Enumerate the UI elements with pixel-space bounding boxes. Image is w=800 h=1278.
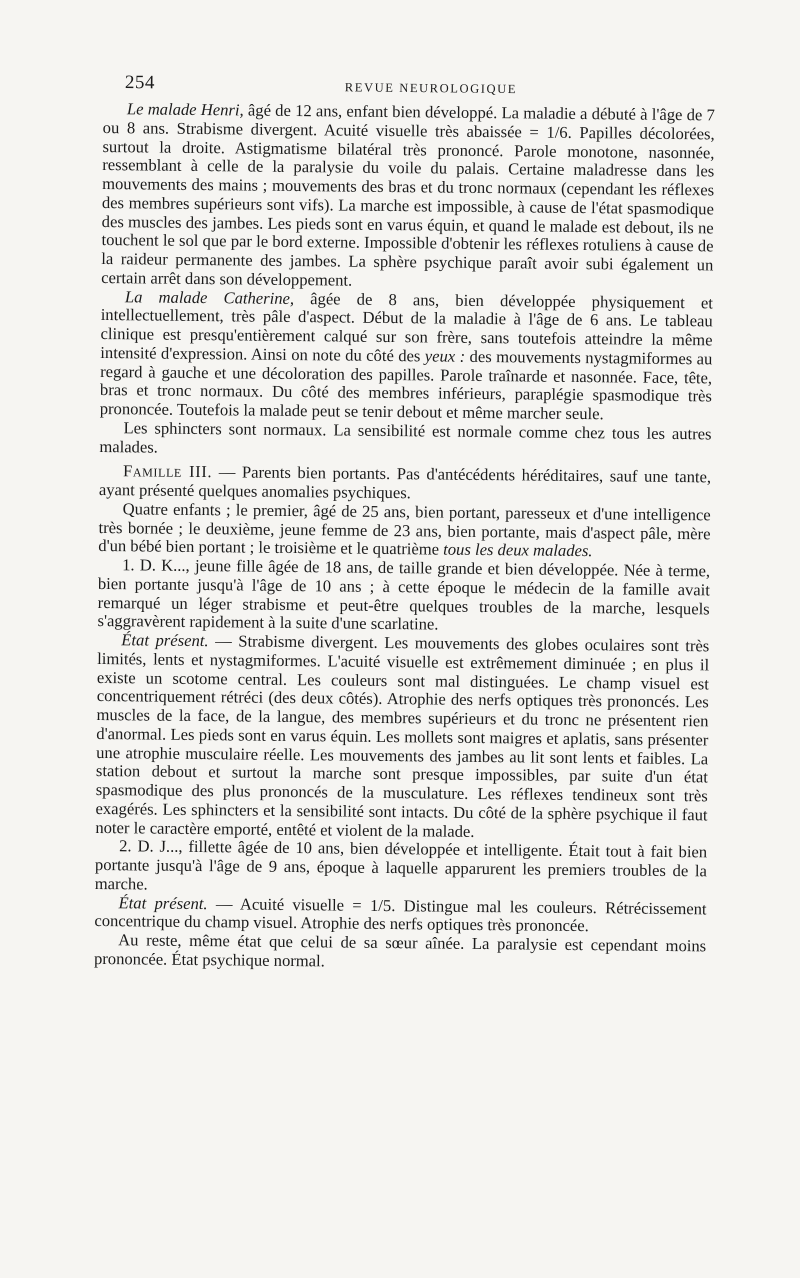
paragraph-text: — Strabisme divergent. Les mouvements des globes oculaires sont très limités, lents et nystagmiformes. L'acuité visuelle est extrêmement diminuée ; en plus il existe un scotome central. Les couleurs sont mal distinguées. Le champ visuel est concentriquement rétréci (des deux côtés). Atrophie des nerfs optiques très prononcés. Les muscles de la face, de la langue, des membres supérieurs et du tronc ne présentent rien d'anormal. Les pieds sont en varus équin. Les mollets sont maigres et aplatis, sans présenter une atrophie musculaire réelle. Les mouvements des jambes au lit sont lents et faibles. La station debout et surtout la marche sont presque impossibles, par suite d'un état spasmodique des plus prononcés de la musculature. Les réflexes tendineux sont très exagérés. Les sphincters et la sensibilité sont intacts. Du côté de la sphère psychique il faut noter le caractère emporté, entêté et violent de la malade. [95,631,710,841]
running-title: REVUE NEUROLOGIQUE [344,80,518,97]
patient-name-catherine: La malade Catherine, [124,286,295,308]
page-header [125,72,715,102]
paragraph-au-reste [94,931,706,975]
paragraph-text: Au reste, même état que celui de sa sœur aînée. La paralysie est cependant moins prononcée. État psychique normal. [93,930,707,971]
italic-term: yeux : [424,346,466,366]
paragraph-catherine [100,287,713,425]
paragraph-text: des mouvements nystagmiformes au regard à gauche et une décoloration des papilles. Parole traînarde et nasonnée. Face, tête, bras et tronc normaux. Du côté des membres inférieurs, paraplégie spasmodique très prononcée. Toutefois la malade peut se tenir debout et même marcher seule. [99,346,713,424]
paragraph-henri [101,100,715,294]
body-text [94,100,715,975]
paragraph-dj [95,837,708,900]
paragraph-text: âgée de 8 ans, bien développée physiquement et intellectuellement, très pâle d'aspect. Début de la maladie à l'âge de 6 ans. Le tableau clinique est presqu'entièrement calqué sur son frère, sans toutefois atteindre la même intensité d'expression. Ainsi on note du côté des [100,288,714,366]
paragraph-text: — Acuité visuelle = 1/5. Distingue mal les couleurs. Rétrécissement concentrique du champ visuel. Atrophie des nerfs optiques très prononcée. [94,893,707,936]
page-number: 254 [124,72,155,94]
subheading-etat-present: État présent. [118,892,208,913]
paragraph-text: âgé de 12 ans, enfant bien développé. La maladie a débuté à l'âge de 7 ou 8 ans. Strabisme divergent. Acuité visuelle très abaissée = 1/6. Papilles décolorées, surtout la droite. Astigmatisme bilatéral très prononcé. Parole monotone, nasonnée, ressemblant à celle de la paralysie du voile du palais. Certaine maladresse dans les mouvements des mains ; mouvements des bras et du tronc normaux (cependant les réflexes des membres supérieurs sont vifs). La marche est impossible, à cause de l'état spasmodique des muscles des jambes. Les pieds sont en varus équin, et quand le malade est debout, ils ne touchent le sol que par le bord externe. Impossible d'obtenir les réflexes rotuliens à cause de la raideur permanente des jambes. La sphère psychique paraît avoir subi également un certain arrêt dans son développement. [101,100,715,290]
section-heading-famille: Famille III. [123,461,213,482]
paragraph-quatre-enfants [98,500,711,563]
paragraph-text: 1. D. K..., jeune fille âgée de 18 ans, de taille grande et bien développée. Née à terme, bien portante jusqu'à l'âge de 10 ans ; à cette époque le médecin de la famille avait remarqué un léger strabisme et peut-être quelques troubles de la marche, lesquels s'aggravèrent rapidement à la suite d'une scarlatine. [97,555,711,634]
paragraph-text: Quatre enfants ; le premier, âgé de 25 ans, bien portant, paresseux et d'une intelligence très bornée ; le deuxième, jeune femme de 23 ans, bien portante, mais d'aspect pâle, mère d'un bébé bien portant ; le troisième et le quatrième [98,498,711,559]
italic-phrase: tous les deux malades. [443,539,593,561]
paragraph-sphincters [99,419,711,463]
paragraph-text: — Parents bien portants. Pas d'antécédents héréditaires, sauf une tante, ayant présenté quelques anomalies psychiques. [98,462,712,503]
paragraph-text: Les sphincters sont normaux. La sensibilité est normale comme chez tous les autres malades. [99,417,712,457]
paragraph-etat-present-1 [95,631,709,844]
paragraph-text: 2. D. J..., fillette âgée de 10 ans, bien développée et intelligente. Était tout à fait bien portante jusqu'à l'âge de 9 ans, époque à laquelle apparurent les premiers troubles de la marche. [94,836,708,894]
paragraph-dk [97,556,710,637]
patient-name-henri: Le malade Henri, [126,99,244,120]
subheading-etat-present: État présent. [121,630,209,651]
